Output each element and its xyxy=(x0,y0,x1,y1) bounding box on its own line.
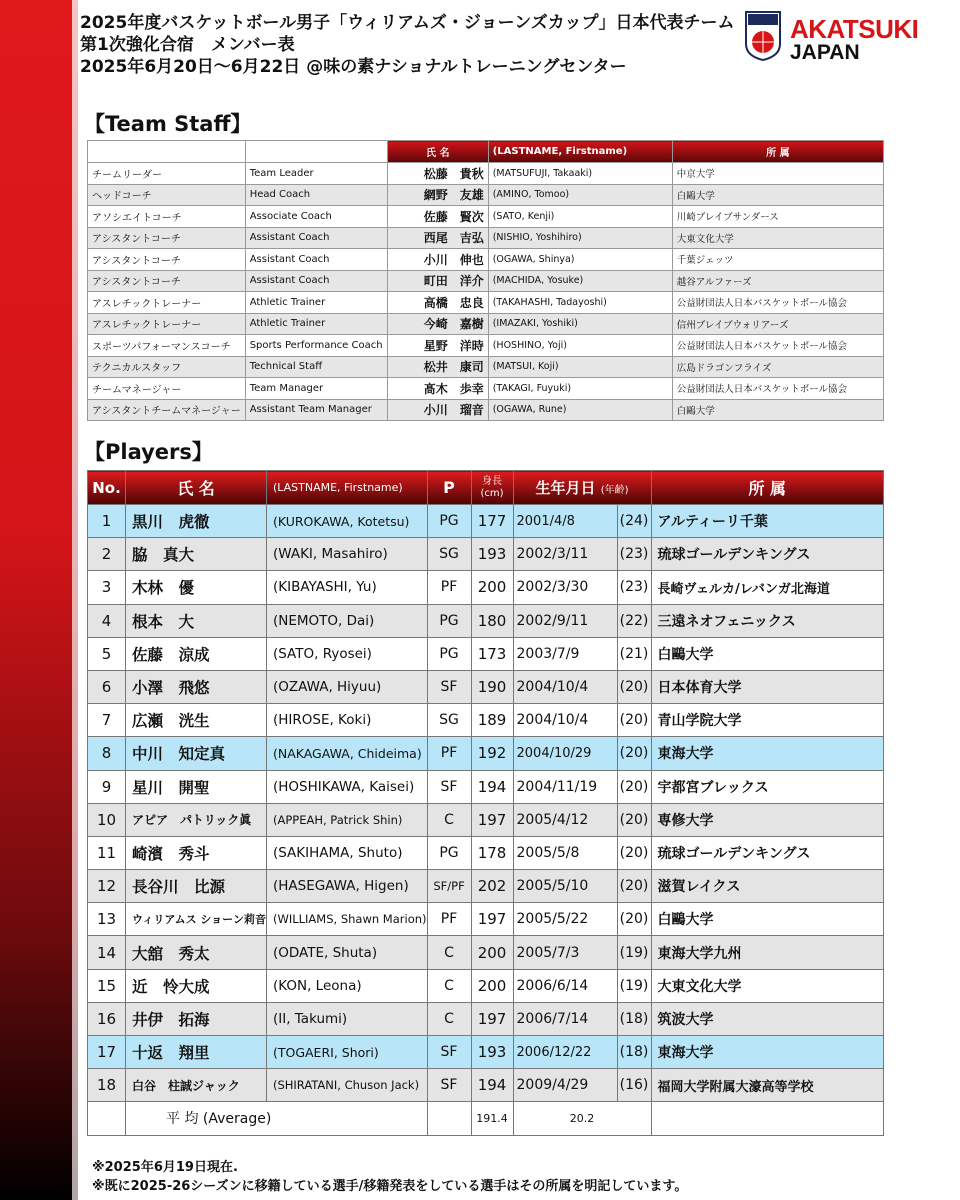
player-height: 200 xyxy=(471,571,513,604)
player-row xyxy=(88,571,884,604)
player-affiliation: 三遠ネオフェニックス xyxy=(651,604,883,637)
player-roman-name: (NAKAGAWA, Chideima) xyxy=(266,737,427,770)
staff-roman: (TAKAGI, Fuyuki) xyxy=(488,378,672,400)
player-name: ウィリアムス ショーン莉音 xyxy=(126,903,267,936)
player-row xyxy=(88,870,884,903)
player-birthdate: 2005/7/3 xyxy=(513,936,617,969)
player-name: 崎濱 秀斗 xyxy=(126,836,267,869)
player-position: PF xyxy=(427,737,471,770)
player-row xyxy=(88,538,884,571)
player-age: (24) xyxy=(617,505,651,538)
player-roman-name: (TOGAERI, Shori) xyxy=(266,1036,427,1069)
player-number: 12 xyxy=(88,870,126,903)
player-birthdate: 2009/4/29 xyxy=(513,1069,617,1102)
player-name: 佐藤 涼成 xyxy=(126,637,267,670)
player-age: (18) xyxy=(617,1036,651,1069)
player-row xyxy=(88,637,884,670)
player-age: (20) xyxy=(617,737,651,770)
player-row xyxy=(88,836,884,869)
player-affiliation: 白鷗大学 xyxy=(651,637,883,670)
staff-row xyxy=(88,227,884,249)
player-affiliation: 青山学院大学 xyxy=(651,704,883,737)
player-height: 200 xyxy=(471,936,513,969)
staff-roman: (MACHIDA, Yosuke) xyxy=(488,270,672,292)
staff-affiliation: 千葉ジェッツ xyxy=(672,249,883,271)
staff-row xyxy=(88,399,884,421)
player-height: 197 xyxy=(471,1002,513,1035)
player-age: (19) xyxy=(617,969,651,1002)
staff-col-aff: 所 属 xyxy=(672,141,883,163)
staff-roman: (SATO, Kenji) xyxy=(488,206,672,228)
player-affiliation: 専修大学 xyxy=(651,803,883,836)
average-aff-cell xyxy=(651,1102,883,1135)
staff-roman: (MATSUI, Koji) xyxy=(488,356,672,378)
average-age: 20.2 xyxy=(513,1102,651,1135)
col-age-label: (年齢) xyxy=(600,485,629,496)
staff-role-jp: アソシエイトコーチ xyxy=(88,206,246,228)
player-position: SG xyxy=(427,538,471,571)
player-name: 星川 開聖 xyxy=(126,770,267,803)
footnote-date: ※2025年6月19日現在. xyxy=(92,1160,238,1175)
staff-role-en: Assistant Team Manager xyxy=(245,399,387,421)
staff-role-en: Associate Coach xyxy=(245,206,387,228)
player-age: (21) xyxy=(617,637,651,670)
staff-name: 松井 康司 xyxy=(387,356,488,378)
player-number: 7 xyxy=(88,704,126,737)
average-pos-cell xyxy=(427,1102,471,1135)
staff-affiliation: 公益財団法人日本バスケットボール協会 xyxy=(672,335,883,357)
players-table xyxy=(87,470,884,1136)
player-affiliation: 東海大学 xyxy=(651,1036,883,1069)
player-roman-name: (ODATE, Shuta) xyxy=(266,936,427,969)
player-name: 木林 優 xyxy=(126,571,267,604)
header-title: 2025年度バスケットボール男子「ウィリアムズ・ジョーンズカップ」日本代表チーム xyxy=(80,13,735,33)
player-position: C xyxy=(427,936,471,969)
player-row xyxy=(88,936,884,969)
staff-role-jp: アシスタントチームマネージャー xyxy=(88,399,246,421)
player-affiliation: 東海大学 xyxy=(651,737,883,770)
player-row xyxy=(88,604,884,637)
staff-role-en: Athletic Trainer xyxy=(245,313,387,335)
col-height-label: 身長 xyxy=(482,475,503,487)
staff-roman: (NISHIO, Yoshihiro) xyxy=(488,227,672,249)
col-aff: 所 属 xyxy=(651,471,883,505)
player-number: 14 xyxy=(88,936,126,969)
staff-name: 今崎 嘉樹 xyxy=(387,313,488,335)
staff-name: 髙木 歩幸 xyxy=(387,378,488,400)
document-header xyxy=(80,12,740,78)
player-row xyxy=(88,969,884,1002)
staff-role-en: Assistant Coach xyxy=(245,249,387,271)
player-row xyxy=(88,1069,884,1102)
player-row xyxy=(88,1002,884,1035)
player-position: PG xyxy=(427,836,471,869)
staff-roman: (HOSHINO, Yoji) xyxy=(488,335,672,357)
staff-row xyxy=(88,206,884,228)
player-number: 8 xyxy=(88,737,126,770)
player-number: 3 xyxy=(88,571,126,604)
staff-affiliation: 公益財団法人日本バスケットボール協会 xyxy=(672,378,883,400)
player-position: PG xyxy=(427,505,471,538)
player-row xyxy=(88,803,884,836)
akatsuki-japan-logo xyxy=(744,10,954,70)
player-birthdate: 2004/10/29 xyxy=(513,737,617,770)
player-roman-name: (NEMOTO, Dai) xyxy=(266,604,427,637)
player-affiliation: 滋賀レイクス xyxy=(651,870,883,903)
player-roman-name: (WILLIAMS, Shawn Marion) xyxy=(266,903,427,936)
player-position: C xyxy=(427,1002,471,1035)
staff-role-en: Athletic Trainer xyxy=(245,292,387,314)
player-roman-name: (SAKIHAMA, Shuto) xyxy=(266,836,427,869)
player-position: C xyxy=(427,803,471,836)
player-age: (20) xyxy=(617,870,651,903)
player-birthdate: 2005/5/10 xyxy=(513,870,617,903)
player-height: 178 xyxy=(471,836,513,869)
staff-name: 網野 友雄 xyxy=(387,184,488,206)
staff-row xyxy=(88,292,884,314)
player-name: 十返 翔里 xyxy=(126,1036,267,1069)
player-row xyxy=(88,670,884,703)
player-number: 16 xyxy=(88,1002,126,1035)
player-birthdate: 2002/3/30 xyxy=(513,571,617,604)
staff-role-jp: アシスタントコーチ xyxy=(88,249,246,271)
staff-header-row xyxy=(88,141,884,163)
staff-role-en: Assistant Coach xyxy=(245,227,387,249)
staff-row xyxy=(88,249,884,271)
col-height xyxy=(471,471,513,505)
player-birthdate: 2002/9/11 xyxy=(513,604,617,637)
staff-col-roman: (LASTNAME, Firstname) xyxy=(488,141,672,163)
player-height: 180 xyxy=(471,604,513,637)
staff-row xyxy=(88,184,884,206)
player-age: (20) xyxy=(617,836,651,869)
player-birthdate: 2002/3/11 xyxy=(513,538,617,571)
col-roman: (LASTNAME, Firstname) xyxy=(266,471,427,505)
player-position: SF xyxy=(427,1036,471,1069)
basketball-badge-icon xyxy=(744,10,782,62)
player-height: 194 xyxy=(471,770,513,803)
player-position: PG xyxy=(427,637,471,670)
player-name: 中川 知定真 xyxy=(126,737,267,770)
player-birthdate: 2004/10/4 xyxy=(513,704,617,737)
staff-role-jp: アシスタントコーチ xyxy=(88,227,246,249)
staff-name: 松藤 貴秋 xyxy=(387,163,488,185)
player-birthdate: 2005/5/8 xyxy=(513,836,617,869)
player-row xyxy=(88,770,884,803)
staff-row xyxy=(88,335,884,357)
player-affiliation: アルティーリ千葉 xyxy=(651,505,883,538)
player-age: (20) xyxy=(617,670,651,703)
staff-row xyxy=(88,378,884,400)
staff-affiliation: 公益財団法人日本バスケットボール協会 xyxy=(672,292,883,314)
average-row xyxy=(88,1102,884,1135)
players-header-row xyxy=(88,471,884,505)
player-affiliation: 日本体育大学 xyxy=(651,670,883,703)
footnote-transfer: ※既に2025-26シーズンに移籍している選手/移籍発表をしている選手はその所属を明記しています。 xyxy=(92,1179,688,1194)
staff-name: 佐藤 賢次 xyxy=(387,206,488,228)
player-roman-name: (HASEGAWA, Higen) xyxy=(266,870,427,903)
staff-role-jp: スポーツパフォーマンスコーチ xyxy=(88,335,246,357)
average-label: 平 均 (Average) xyxy=(126,1102,428,1135)
average-no-cell xyxy=(88,1102,126,1135)
player-number: 2 xyxy=(88,538,126,571)
player-age: (16) xyxy=(617,1069,651,1102)
player-height: 202 xyxy=(471,870,513,903)
staff-row xyxy=(88,163,884,185)
player-birthdate: 2004/11/19 xyxy=(513,770,617,803)
player-position: SG xyxy=(427,704,471,737)
left-accent-shadow xyxy=(72,0,78,1200)
player-roman-name: (HIROSE, Koki) xyxy=(266,704,427,737)
player-row xyxy=(88,1036,884,1069)
staff-row xyxy=(88,356,884,378)
player-position: PF xyxy=(427,903,471,936)
staff-affiliation: 越谷アルファーズ xyxy=(672,270,883,292)
col-dob xyxy=(513,471,651,505)
staff-role-en: Assistant Coach xyxy=(245,270,387,292)
player-position: C xyxy=(427,969,471,1002)
player-height: 193 xyxy=(471,1036,513,1069)
logo-wordmark: AKATSUKI xyxy=(790,14,919,44)
staff-role-en: Sports Performance Coach xyxy=(245,335,387,357)
player-position: PF xyxy=(427,571,471,604)
player-height: 173 xyxy=(471,637,513,670)
player-affiliation: 大東文化大学 xyxy=(651,969,883,1002)
player-height: 177 xyxy=(471,505,513,538)
staff-affiliation: 白鷗大学 xyxy=(672,399,883,421)
staff-section-title: 【Team Staff】 xyxy=(84,112,252,136)
player-age: (22) xyxy=(617,604,651,637)
staff-name: 小川 伸也 xyxy=(387,249,488,271)
player-position: SF xyxy=(427,770,471,803)
staff-affiliation: 信州ブレイブウォリアーズ xyxy=(672,313,883,335)
player-height: 197 xyxy=(471,803,513,836)
staff-role-jp: アスレチックトレーナー xyxy=(88,292,246,314)
player-roman-name: (KUROKAWA, Kotetsu) xyxy=(266,505,427,538)
player-name: 根本 大 xyxy=(126,604,267,637)
staff-row xyxy=(88,313,884,335)
player-height: 194 xyxy=(471,1069,513,1102)
staff-role-jp: アシスタントコーチ xyxy=(88,270,246,292)
col-no: No. xyxy=(88,471,126,505)
col-name: 氏 名 xyxy=(126,471,267,505)
player-affiliation: 琉球ゴールデンキングス xyxy=(651,836,883,869)
player-roman-name: (SHIRATANI, Chuson Jack) xyxy=(266,1069,427,1102)
player-birthdate: 2003/7/9 xyxy=(513,637,617,670)
staff-roman: (AMINO, Tomoo) xyxy=(488,184,672,206)
player-affiliation: 東海大学九州 xyxy=(651,936,883,969)
player-number: 11 xyxy=(88,836,126,869)
player-row xyxy=(88,505,884,538)
player-birthdate: 2005/5/22 xyxy=(513,903,617,936)
staff-col-name: 氏 名 xyxy=(387,141,488,163)
staff-role-jp: アスレチックトレーナー xyxy=(88,313,246,335)
staff-role-en: Team Manager xyxy=(245,378,387,400)
staff-role-jp: ヘッドコーチ xyxy=(88,184,246,206)
player-number: 4 xyxy=(88,604,126,637)
player-number: 18 xyxy=(88,1069,126,1102)
player-row xyxy=(88,704,884,737)
player-row xyxy=(88,903,884,936)
player-name: 脇 真大 xyxy=(126,538,267,571)
player-number: 15 xyxy=(88,969,126,1002)
staff-name: 星野 洋時 xyxy=(387,335,488,357)
staff-roman: (IMAZAKI, Yoshiki) xyxy=(488,313,672,335)
player-number: 10 xyxy=(88,803,126,836)
player-roman-name: (KON, Leona) xyxy=(266,969,427,1002)
staff-role-en: Technical Staff xyxy=(245,356,387,378)
player-position: SF xyxy=(427,1069,471,1102)
header-subtitle: 第1次強化合宿 メンバー表 xyxy=(80,35,295,55)
player-name: 広瀬 洸生 xyxy=(126,704,267,737)
staff-table xyxy=(87,140,884,421)
header-date-venue: 2025年6月20日～6月22日 @味の素ナショナルトレーニングセンター xyxy=(80,57,627,77)
player-number: 9 xyxy=(88,770,126,803)
player-birthdate: 2006/7/14 xyxy=(513,1002,617,1035)
staff-role-jp: チームリーダー xyxy=(88,163,246,185)
player-name: アピア パトリック眞 xyxy=(126,803,267,836)
player-age: (18) xyxy=(617,1002,651,1035)
player-age: (23) xyxy=(617,571,651,604)
player-number: 5 xyxy=(88,637,126,670)
player-affiliation: 宇都宮ブレックス xyxy=(651,770,883,803)
player-number: 6 xyxy=(88,670,126,703)
player-number: 13 xyxy=(88,903,126,936)
staff-name: 高橋 忠良 xyxy=(387,292,488,314)
player-roman-name: (HOSHIKAWA, Kaisei) xyxy=(266,770,427,803)
player-birthdate: 2004/10/4 xyxy=(513,670,617,703)
player-age: (20) xyxy=(617,803,651,836)
player-row xyxy=(88,737,884,770)
player-age: (20) xyxy=(617,770,651,803)
staff-role-en: Head Coach xyxy=(245,184,387,206)
player-height: 190 xyxy=(471,670,513,703)
player-height: 192 xyxy=(471,737,513,770)
logo-subwordmark: JAPAN xyxy=(790,41,860,64)
player-age: (20) xyxy=(617,704,651,737)
staff-name: 小川 瑠音 xyxy=(387,399,488,421)
player-affiliation: 福岡大学附属大濠高等学校 xyxy=(651,1069,883,1102)
player-roman-name: (OZAWA, Hiyuu) xyxy=(266,670,427,703)
player-name: 黒川 虎徹 xyxy=(126,505,267,538)
staff-name: 西尾 吉弘 xyxy=(387,227,488,249)
player-name: 白谷 柱誠ジャック xyxy=(126,1069,267,1102)
staff-roman: (OGAWA, Shinya) xyxy=(488,249,672,271)
staff-role-en: Team Leader xyxy=(245,163,387,185)
player-birthdate: 2006/6/14 xyxy=(513,969,617,1002)
staff-row xyxy=(88,270,884,292)
player-roman-name: (II, Takumi) xyxy=(266,1002,427,1035)
player-affiliation: 長崎ヴェルカ/レバンガ北海道 xyxy=(651,571,883,604)
staff-roman: (MATSUFUJI, Takaaki) xyxy=(488,163,672,185)
staff-role-jp: チームマネージャー xyxy=(88,378,246,400)
player-birthdate: 2006/12/22 xyxy=(513,1036,617,1069)
staff-affiliation: 川崎ブレイブサンダース xyxy=(672,206,883,228)
player-number: 17 xyxy=(88,1036,126,1069)
player-name: 小澤 飛悠 xyxy=(126,670,267,703)
staff-role-jp: テクニカルスタッフ xyxy=(88,356,246,378)
player-number: 1 xyxy=(88,505,126,538)
player-affiliation: 白鷗大学 xyxy=(651,903,883,936)
player-position: PG xyxy=(427,604,471,637)
staff-affiliation: 大東文化大学 xyxy=(672,227,883,249)
left-accent-bar xyxy=(0,0,72,1200)
player-position: SF/PF xyxy=(427,870,471,903)
player-roman-name: (SATO, Ryosei) xyxy=(266,637,427,670)
player-name: 長谷川 比源 xyxy=(126,870,267,903)
player-height: 200 xyxy=(471,969,513,1002)
col-dob-label: 生年月日 xyxy=(535,479,596,497)
staff-affiliation: 広島ドラゴンフライズ xyxy=(672,356,883,378)
player-birthdate: 2005/4/12 xyxy=(513,803,617,836)
col-pos: P xyxy=(427,471,471,505)
staff-affiliation: 中京大学 xyxy=(672,163,883,185)
staff-affiliation: 白鷗大学 xyxy=(672,184,883,206)
player-age: (19) xyxy=(617,936,651,969)
player-height: 189 xyxy=(471,704,513,737)
staff-roman: (TAKAHASHI, Tadayoshi) xyxy=(488,292,672,314)
player-roman-name: (KIBAYASHI, Yu) xyxy=(266,571,427,604)
players-section-title: 【Players】 xyxy=(84,440,213,464)
staff-name: 町田 洋介 xyxy=(387,270,488,292)
player-position: SF xyxy=(427,670,471,703)
col-height-unit: (cm) xyxy=(480,487,504,499)
player-height: 197 xyxy=(471,903,513,936)
player-birthdate: 2001/4/8 xyxy=(513,505,617,538)
player-age: (23) xyxy=(617,538,651,571)
player-name: 近 怜大成 xyxy=(126,969,267,1002)
player-roman-name: (WAKI, Masahiro) xyxy=(266,538,427,571)
player-age: (20) xyxy=(617,903,651,936)
player-height: 193 xyxy=(471,538,513,571)
player-affiliation: 筑波大学 xyxy=(651,1002,883,1035)
staff-roman: (OGAWA, Rune) xyxy=(488,399,672,421)
average-height: 191.4 xyxy=(471,1102,513,1135)
player-name: 井伊 拓海 xyxy=(126,1002,267,1035)
player-affiliation: 琉球ゴールデンキングス xyxy=(651,538,883,571)
player-name: 大舘 秀太 xyxy=(126,936,267,969)
player-roman-name: (APPEAH, Patrick Shin) xyxy=(266,803,427,836)
